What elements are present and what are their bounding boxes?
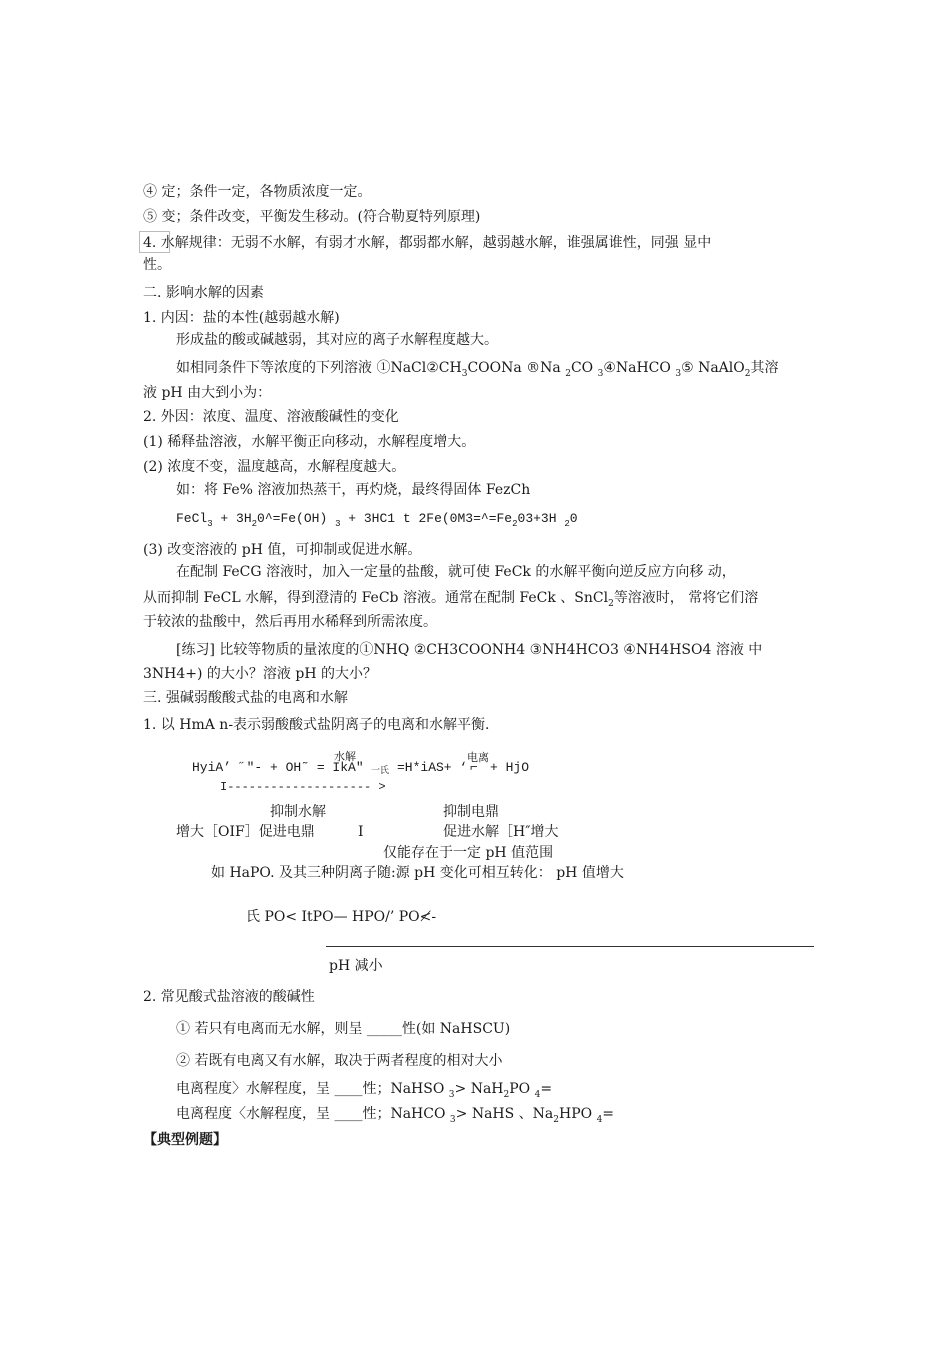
text-line: ① 若只有电离而无水解，则呈 _____性(如 NaHSCU): [176, 1021, 511, 1037]
text-line: I: [358, 824, 364, 840]
text-line: 在配制 FeCG 溶液时，加入一定量的盐酸，就可使 FeCk 的水解平衡向逆反应方向移 动，: [176, 564, 736, 580]
arrow-label: 水解: [334, 750, 356, 763]
equation-fragment: 一氏: [371, 766, 390, 776]
text-line: 1. 以 HmA n-表示弱酸酸式盐阴离子的电离和水解平衡.: [143, 717, 490, 733]
text-line: 3NH4+) 的大小？溶液 pH 的大小？: [143, 666, 377, 682]
text-line: [练习] 比较等物质的量浓度的①NHQ ②CH3COONH4 ③NH4HCO3 ④NH4HSO4 溶液 中: [176, 642, 763, 658]
text-line: 电离程度〈水解程度，呈 ____性；NaHCO $_3$> NaHS 、$Na_2HPO$ $_4$=: [176, 1106, 615, 1125]
text-line: 增大［OIF］促进电鼎: [176, 824, 315, 840]
text-line: 形成盐的酸或碱越弱，其对应的离子水解程度越大。: [176, 332, 498, 348]
text-line: 1. 内因：盐的本性(越弱越水解): [143, 310, 340, 326]
text-line: 抑制电鼎: [443, 804, 499, 820]
text-line: 4. 水解规律：无弱不水解，有弱才水解，都弱都水解，越弱越水解，谁强属谁性，同强 显中: [143, 235, 712, 251]
text-line: 促进水解［H″增大: [443, 824, 559, 840]
section-heading: 二. 影响水解的因素: [143, 285, 264, 301]
equation-line: =H*iAS+ ‘: [397, 760, 468, 775]
arrow-rule: [326, 946, 814, 947]
text-line: 2. 外因：浓度、温度、溶液酸碱性的变化: [143, 409, 399, 425]
text-line: 抑制水解: [270, 804, 326, 820]
text-line: (1) 稀释盐溶液，水解平衡正向移动，水解程度增大。: [143, 434, 476, 450]
text-line: ④ 定；条件一定，各物质浓度一定。: [143, 184, 372, 200]
equation-line: + HjO: [490, 760, 530, 775]
text-line: 仅能存在于一定 pH 值范围: [383, 845, 554, 861]
text-line: 如：将 Fe% 溶液加热蒸干，再灼烧，最终得固体 FezCh: [176, 482, 531, 498]
text-line: ⑤ 变；条件改变，平衡发生移动。(符合勒夏特列原理): [143, 209, 481, 225]
equation-line: FeCl$_3$ + $3H_20\^{}=Fe(OH) _3 + 3HC1$ t $2Fe(0M3=\^{}=Fe_203+3H$ $_2$0: [176, 511, 578, 529]
text-line: 如 HaPO. 及其三种阴离子随:源 pH 变化可相互转化： pH 值增大: [211, 865, 624, 881]
text-line: 液 pH 由大到小为：: [143, 385, 272, 401]
text-line: pH 减小: [329, 958, 383, 974]
equation-fragment: ⌐: [470, 760, 478, 775]
text-line: 2. 常见酸式盐溶液的酸碱性: [143, 989, 315, 1005]
text-line: 氏 PO< ItPO— HPO/’ PO≮-: [246, 909, 437, 925]
section-heading: 【典型例题】: [143, 1132, 227, 1148]
text-line: 如相同条件下等浓度的下列溶液 $①NaCl②CH_3COONa$ ®Na $_2$CO $_3$④NaHCO $_3$⑤ NaAlO$_2$其溶: [176, 360, 779, 379]
equation-bracket: I-------------------- >: [220, 780, 386, 794]
text-line: (3) 改变溶液的 pH 值，可抑制或促进水解。: [143, 542, 422, 558]
section-heading: 三. 强碱弱酸酸式盐的电离和水解: [143, 690, 348, 706]
text-line: 于较浓的盐酸中，然后再用水稀释到所需浓度。: [143, 614, 437, 630]
equation-line: HyiA’ ˝″- + OH˜ = IkA″: [192, 760, 364, 775]
text-line: 从而抑制 FeCL 水解，得到澄清的 FeCb 溶液。通常在配制 FeCk 、SnCl$_2$等溶液时， 常将它们溶: [143, 590, 759, 609]
text-line: 性。: [143, 257, 171, 273]
text-line: (2) 浓度不变，温度越高，水解程度越大。: [143, 459, 406, 475]
text-line: ② 若既有电离又有水解，取决于两者程度的相对大小: [176, 1053, 503, 1069]
arrow-label: 电离: [467, 751, 489, 764]
text-line: 电离程度〉水解程度，呈 ____性；NaHSO $_3$> NaH$_2$PO $_4$=: [176, 1081, 553, 1100]
